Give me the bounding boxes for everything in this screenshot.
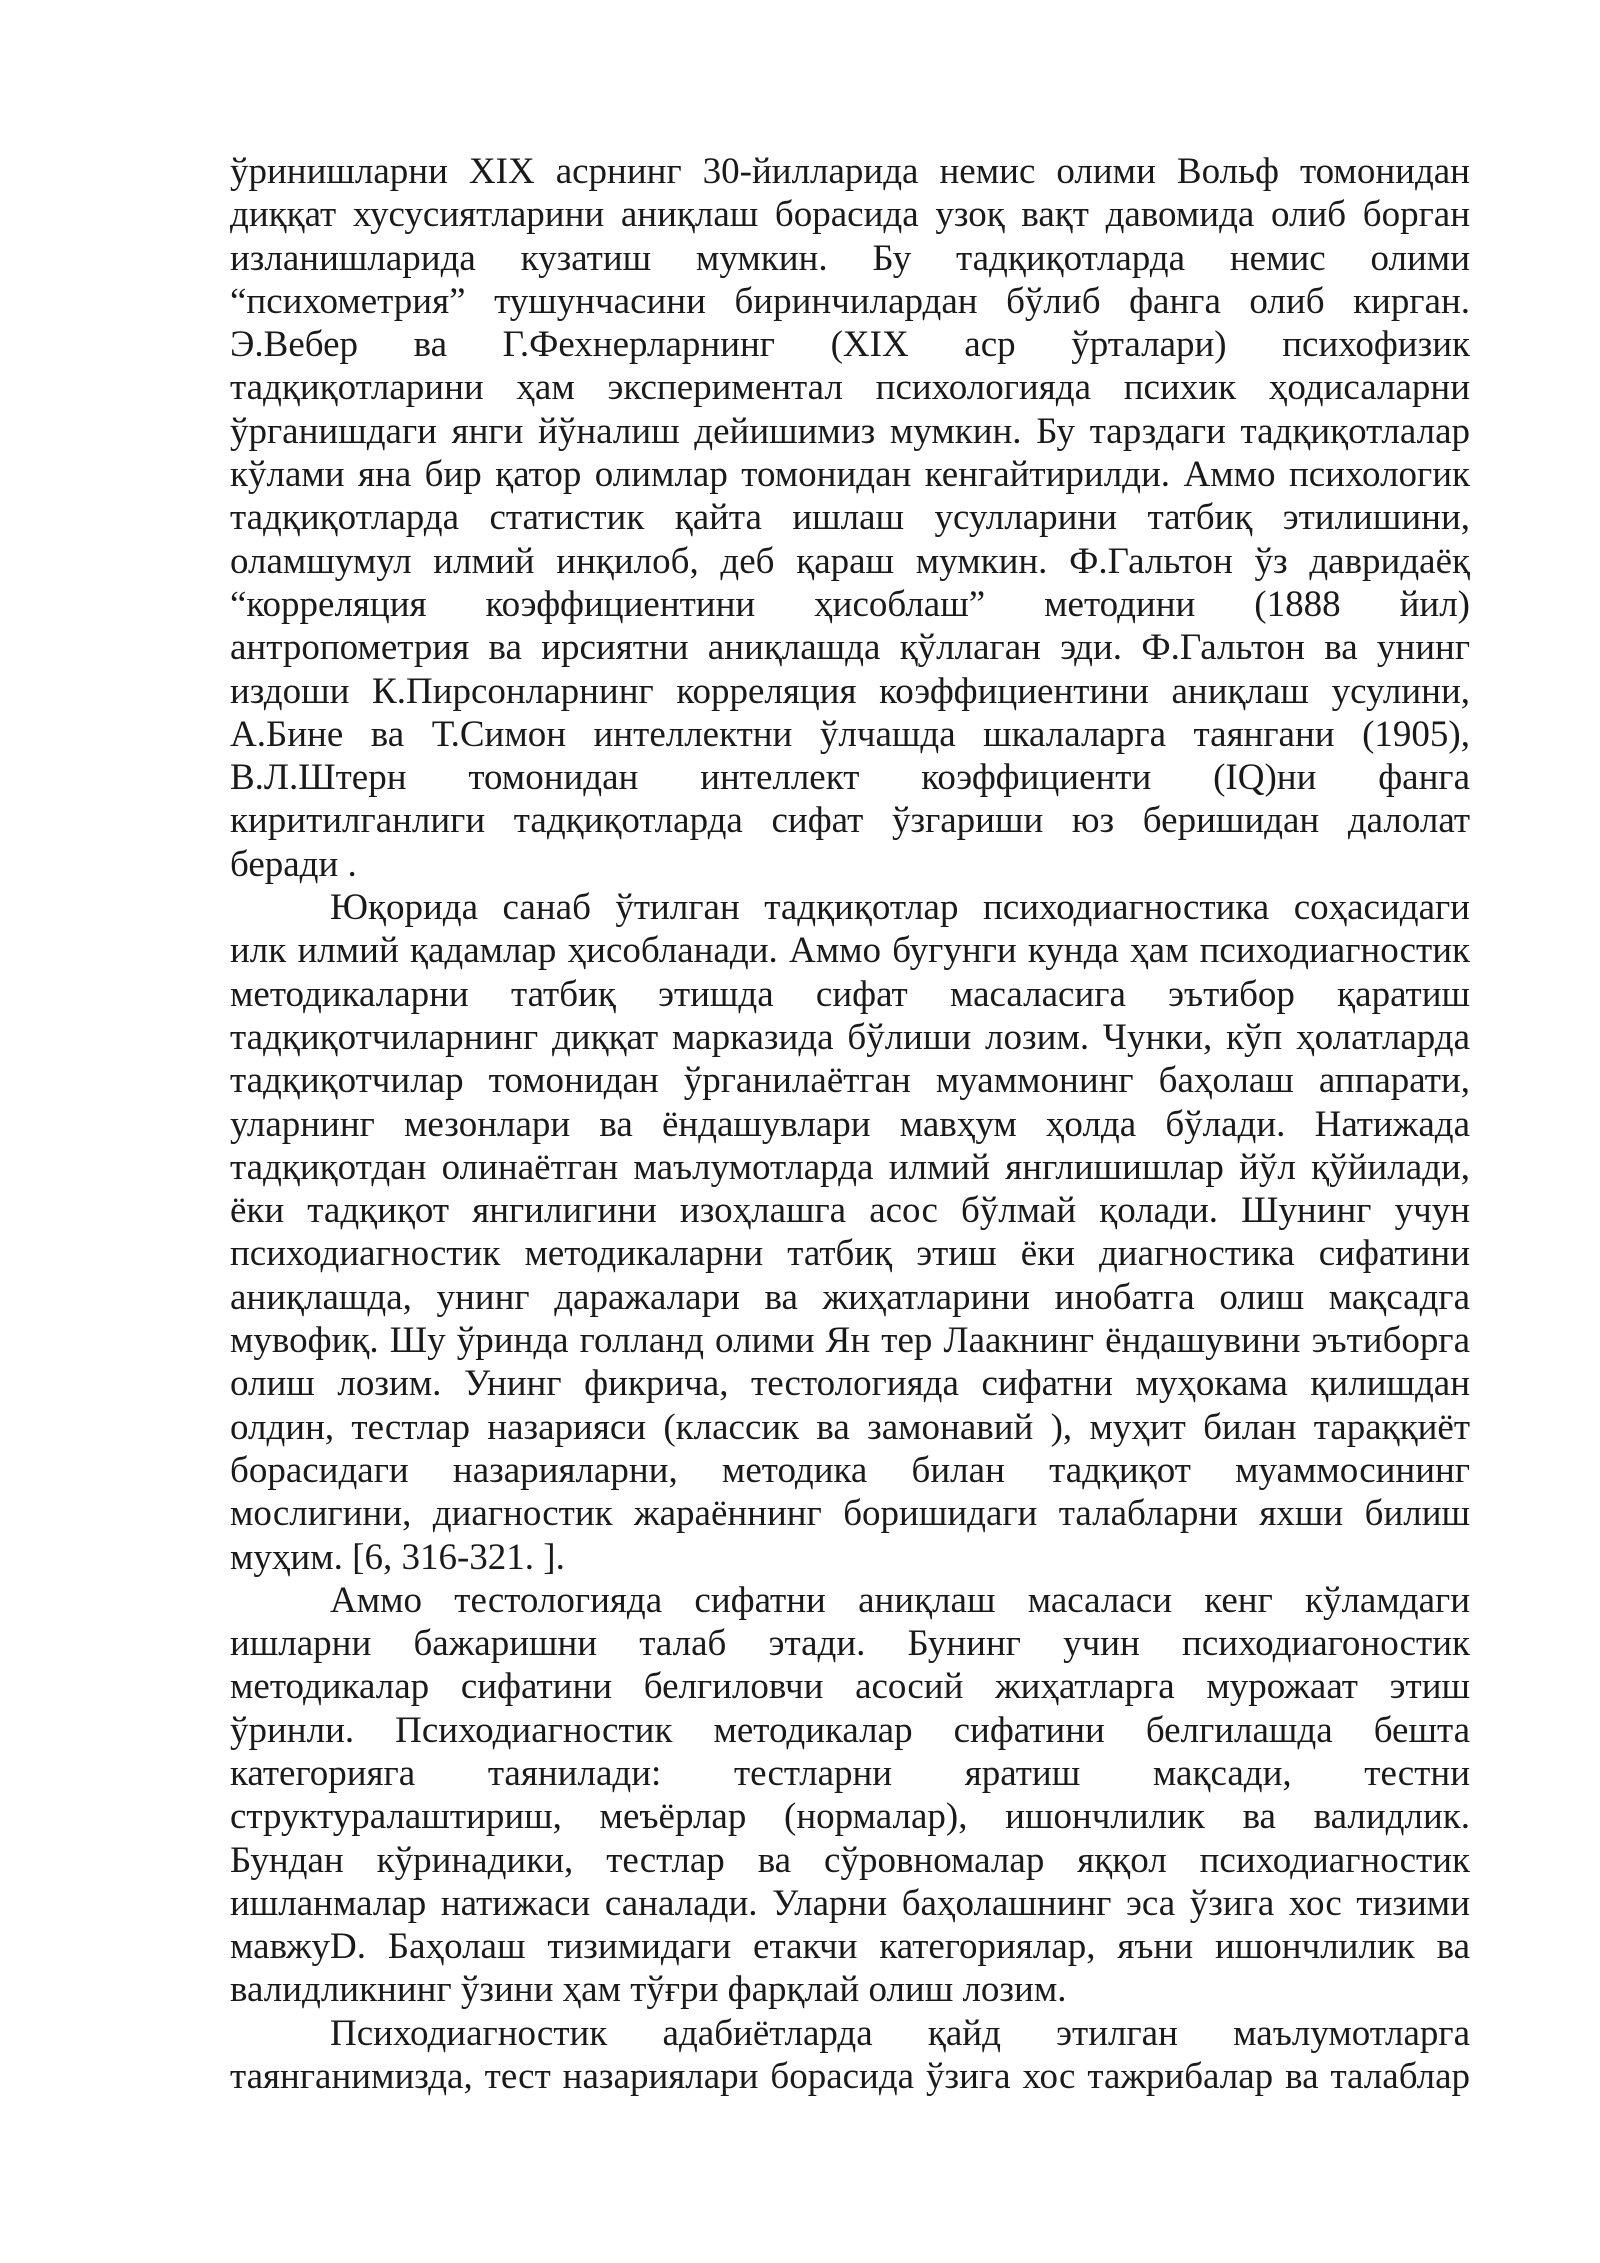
- text-line: мувофиқ. Шу ўринда голланд олими Ян тер Лаакнинг ёндашувини эътиборга: [230, 1320, 1470, 1362]
- text-line: аниқлашда, унинг даражалари ва жиҳатларини инобатга олиш мақсадга: [230, 1276, 1470, 1318]
- text-line: “корреляция коэффициентини ҳисоблаш” методини (1888 йил): [230, 583, 1470, 625]
- text-line: методикаларни татбиқ этишда сифат масаласига эътибор қаратиш: [230, 973, 1470, 1015]
- text-line: ўринли. Психодиагностик методикалар сифатини белгилашда бешта: [230, 1709, 1470, 1751]
- text-line: антропометрия ва ирсиятни аниқлашда қўллаган эди. Ф.Гальтон ва унинг: [230, 627, 1470, 669]
- text-line: изланишларида кузатиш мумкин. Бу тадқиқотларда немис олими: [230, 237, 1470, 279]
- paragraph-2: [230, 886, 1470, 1579]
- text-line: Э.Вебер ва Г.Фехнерларнинг (XIX аср ўрталари) психофизик: [230, 324, 1470, 366]
- text-line: психодиагностик методикаларни татбиқ этиш ёки диагностика сифатини: [230, 1233, 1470, 1275]
- text-line: мослигини, диагностик жараённинг боришидаги талабларни яхши билиш: [230, 1493, 1470, 1535]
- text-line: тадқиқотларини ҳам экспериментал психологияда психик ҳодисаларни: [230, 367, 1470, 409]
- text-line: мавжуD. Баҳолаш тизимидаги етакчи категориялар, яъни ишончлилик ва: [230, 1926, 1470, 1968]
- text-line: уларнинг мезонлари ва ёндашувлари мавҳум ҳолда бўлади. Натижада: [230, 1103, 1470, 1145]
- text-line: илк илмий қадамлар ҳисобланади. Аммо бугунги кунда ҳам психодиагностик: [230, 930, 1470, 972]
- text-line: оламшумул илмий инқилоб, деб қараш мумкин. Ф.Гальтон ўз давридаёқ: [230, 540, 1470, 582]
- text-line: В.Л.Штерн томонидан интеллект коэффициенти (IQ)ни фанга: [230, 757, 1470, 799]
- text-line: Юқорида санаб ўтилган тадқиқотлар психодиагностика соҳасидаги: [330, 887, 1470, 929]
- text-line: Бундан кўринадики, тестлар ва сўровномалар яққол психодиагностик: [230, 1839, 1470, 1881]
- text-line: структуралаштириш, меъёрлар (нормалар), ишончлилик ва валидлик.: [230, 1796, 1470, 1838]
- text-line: беради .: [230, 843, 357, 885]
- text-line: “психометрия” тушунчасини биринчилардан бўлиб фанга олиб кирган.: [230, 280, 1470, 322]
- text-line: борасидаги назарияларни, методика билан тадқиқот муаммосининг: [230, 1449, 1470, 1491]
- text-line: диққат хусусиятларини аниқлаш борасида узоқ вақт давомида олиб борган: [230, 194, 1470, 236]
- text-line: издоши К.Пирсонларнинг корреляция коэффициентини аниқлаш усулини,: [230, 670, 1470, 712]
- text-line: таянганимизда, тест назариялари борасида ўзига хос тажрибалар ва талаблар: [230, 2056, 1470, 2098]
- text-line: Аммо тестологияда сифатни аниқлаш масаласи кенг кўламдаги: [330, 1579, 1470, 1621]
- text-line: ёки тадқиқот янгилигини изоҳлашга асос бўлмай қолади. Шунинг учун: [230, 1190, 1470, 1232]
- text-line: ўрганишдаги янги йўналиш дейишимиз мумкин. Бу тарздаги тадқиқотлалар: [230, 410, 1470, 452]
- text-line: тадқиқотдан олинаётган маълумотларда илмий янглишишлар йўл қўйилади,: [230, 1146, 1470, 1188]
- text-line: олиш лозим. Унинг фикрича, тестологияда сифатни муҳокама қилишдан: [230, 1363, 1470, 1405]
- text-line: киритилганлиги тадқиқотларда сифат ўзгариши юз беришидан далолат: [230, 800, 1470, 842]
- text-line: ўринишларни XIX асрнинг 30-йилларида немис олими Вольф томонидан: [230, 151, 1470, 192]
- paragraph-3: [230, 1579, 1470, 2012]
- paragraph-4: [230, 2012, 1470, 2099]
- text-line: Психодиагностик адабиётларда қайд этилган маълумотларга: [330, 2012, 1470, 2054]
- text-line: ишларни бажаришни талаб этади. Бунинг учин психодиагоностик: [230, 1623, 1470, 1665]
- text-line: ишланмалар натижаси саналади. Уларни баҳолашнинг эса ўзига хос тизими: [230, 1882, 1470, 1924]
- text-line: муҳим. [6, 316-321. ].: [230, 1536, 565, 1578]
- text-line: методикалар сифатини белгиловчи асосий жиҳатларга мурожаат этиш: [230, 1666, 1470, 1708]
- text-line: кўлами яна бир қатор олимлар томонидан кенгайтирилди. Аммо психологик: [230, 454, 1470, 496]
- paragraph-1: [230, 150, 1470, 886]
- text-line: категорияга таянилади: тестларни яратиш мақсади, тестни: [230, 1752, 1470, 1794]
- text-line: олдин, тестлар назарияси (классик ва замонавий ), муҳит билан тараққиёт: [230, 1406, 1470, 1448]
- document-page: [230, 150, 1470, 2098]
- text-line: тадқиқотларда статистик қайта ишлаш усулларини татбиқ этилишини,: [230, 497, 1470, 539]
- text-line: тадқиқотчиларнинг диққат марказида бўлиши лозим. Чунки, кўп ҳолатларда: [230, 1016, 1470, 1058]
- text-line: тадқиқотчилар томонидан ўрганилаётган муаммонинг баҳолаш аппарати,: [230, 1060, 1470, 1102]
- text-line: валидликнинг ўзини ҳам тўғри фарқлай олиш лозим.: [230, 1969, 1067, 2011]
- text-line: А.Бине ва Т.Симон интеллектни ўлчашда шкалаларга таянгани (1905),: [230, 713, 1470, 755]
